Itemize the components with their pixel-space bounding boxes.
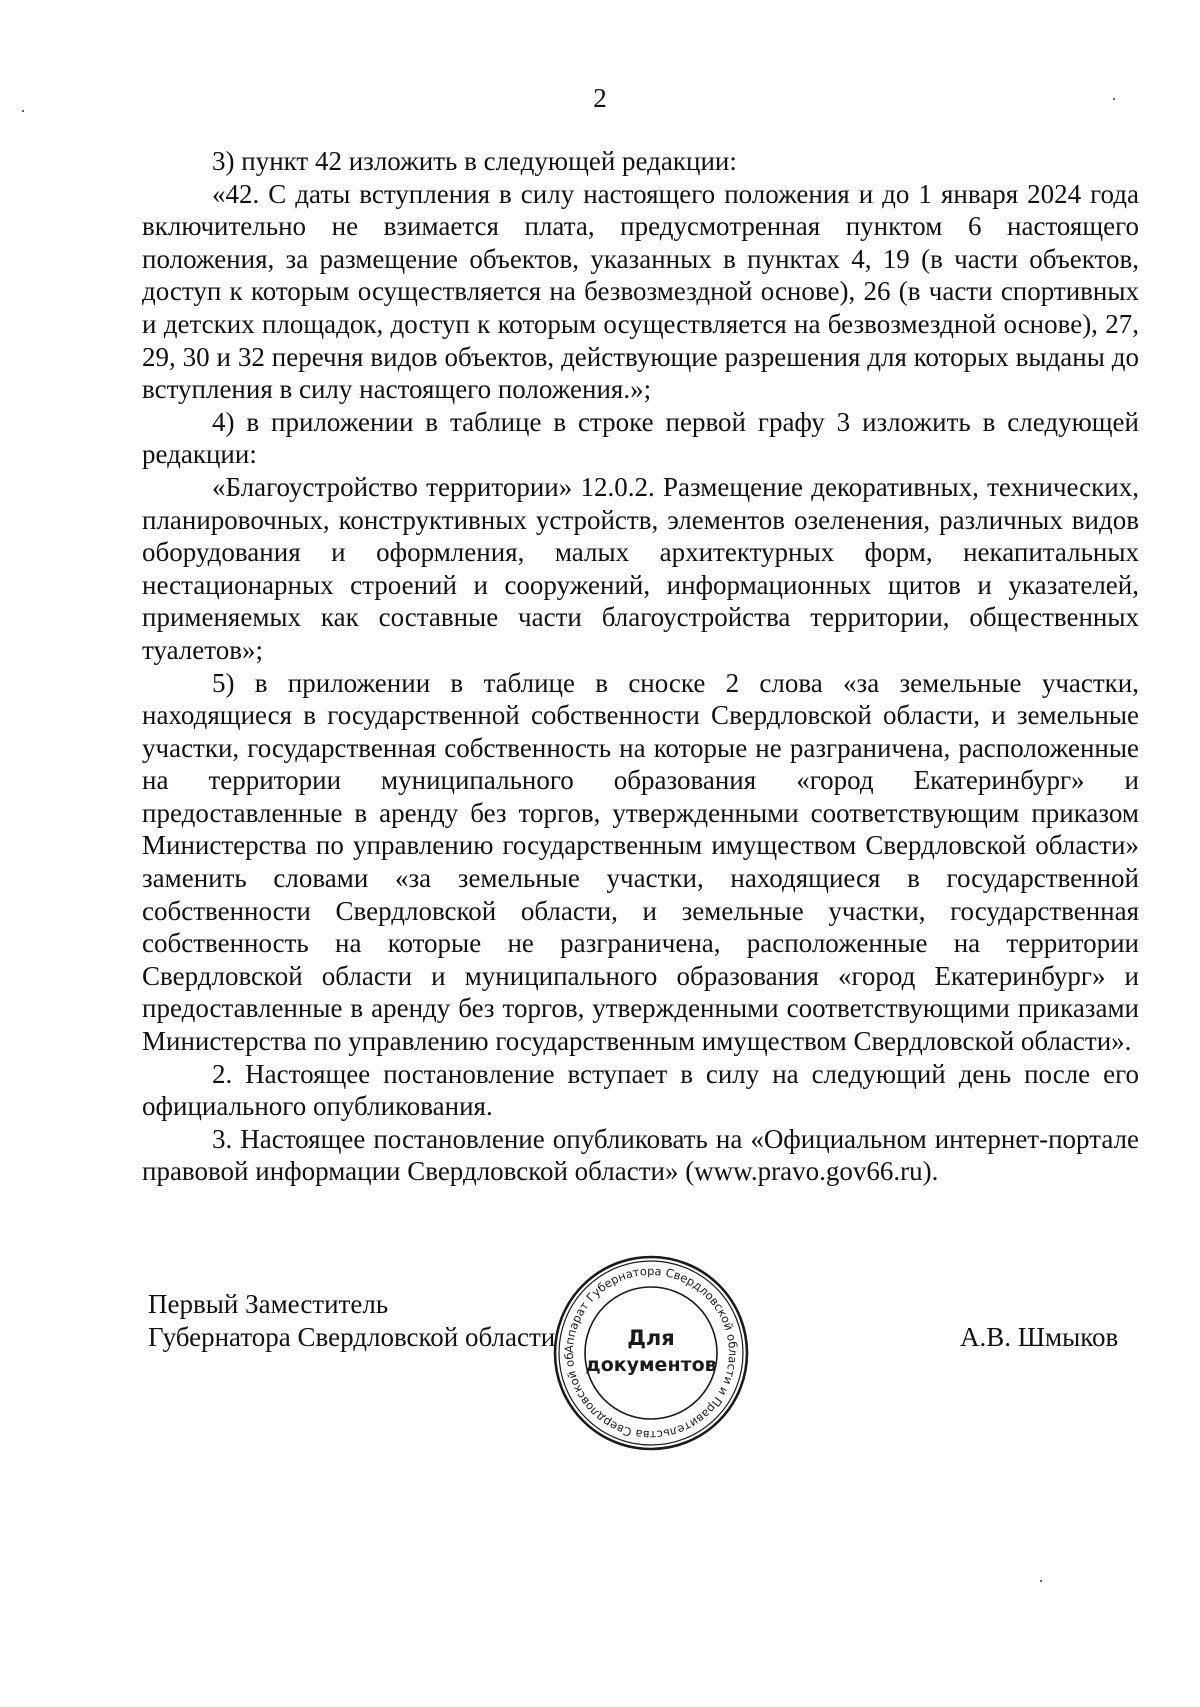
paragraph-item-4: 4) в приложении в таблице в строке первой графу 3 изложить в следующей редакции: bbox=[142, 406, 1139, 470]
scan-speck bbox=[1113, 98, 1115, 100]
scan-speck bbox=[1040, 1580, 1042, 1582]
page-number: 2 bbox=[593, 83, 607, 113]
paragraph-item-5: 5) в приложении в таблице в сноске 2 слова «за земельные участки, находящиеся в государственной собственности Свердловской области, и земельные участки, государственная собственность на которые не разграничена, расположенные на территории муниципального образования «город Екатеринбург» и предоставленные в аренду без торгов, утвержденными соответствующим приказом Министерства по управлению государственным имуществом Свердловской области» заменить словами «за земельные участки, находящиеся в государственной собственности Свердловской области, и земельные участки, государственная собственность на которые не разграничена, расположенные на территории Свердловской области и муниципального образования «город Екатеринбург» и предоставленные в аренду без торгов, утвержденными соответствующими приказами Министерства по управлению государственным имуществом Свердловской области». bbox=[142, 667, 1139, 1057]
document-body bbox=[142, 145, 1139, 1188]
paragraph-landscaping-text: «Благоустройство территории» 12.0.2. Размещение декоративных, технических, планировочных, конструктивных устройств, элементов озеленения, различных видов оборудования и оформления, малых архитектурных форм, некапитальных нестационарных строений и сооружений, информационных щитов и указателей, применяемых как составные части благоустройства территории, общественных туалетов»; bbox=[142, 471, 1139, 665]
paragraph-item-3: 3) пункт 42 изложить в следующей редакции: bbox=[212, 146, 737, 176]
stamp-center-line1: Для bbox=[627, 1326, 675, 1350]
signatory-position-line2: Губернатора Свердловской области bbox=[148, 1322, 556, 1352]
signatory-position bbox=[148, 1288, 555, 1354]
stamp-center-line2: документов bbox=[585, 1354, 717, 1376]
signatory-position-line1: Первый Заместитель bbox=[148, 1289, 389, 1319]
official-stamp bbox=[551, 1253, 751, 1453]
scan-speck bbox=[22, 110, 24, 112]
signatory-name: А.В. Шмыков bbox=[960, 1322, 1119, 1352]
stamp-ring-text: Аппарат Губернатора Свердловской области и Правительства Свердловской об bbox=[561, 1263, 741, 1443]
paragraph-publication: 3. Настоящее постановление опубликовать на «Официальном интернет-портале правовой информации Свердловской области» (www.pravo.gov66.ru). bbox=[142, 1123, 1139, 1187]
paragraph-point-42-text: «42. С даты вступления в силу настоящего положения и до 1 января 2024 года включительно не взимается плата, предусмотренная пунктом 6 настоящего положения, за размещение объектов, указанных в пунктах 4, 19 (в части объектов, доступ к которым осуществляется на безвозмездной основе), 26 (в части спортивных и детских площадок, доступ к которым осуществляется на безвозмездной основе), 27, 29, 30 и 32 перечня видов объектов, действующие разрешения для которых выданы до вступления в силу настоящего положения.»; bbox=[142, 178, 1139, 405]
paragraph-effective-date: 2. Настоящее постановление вступает в силу на следующий день после его официального опубликования. bbox=[142, 1058, 1139, 1122]
stamp-seal-icon bbox=[551, 1253, 751, 1453]
